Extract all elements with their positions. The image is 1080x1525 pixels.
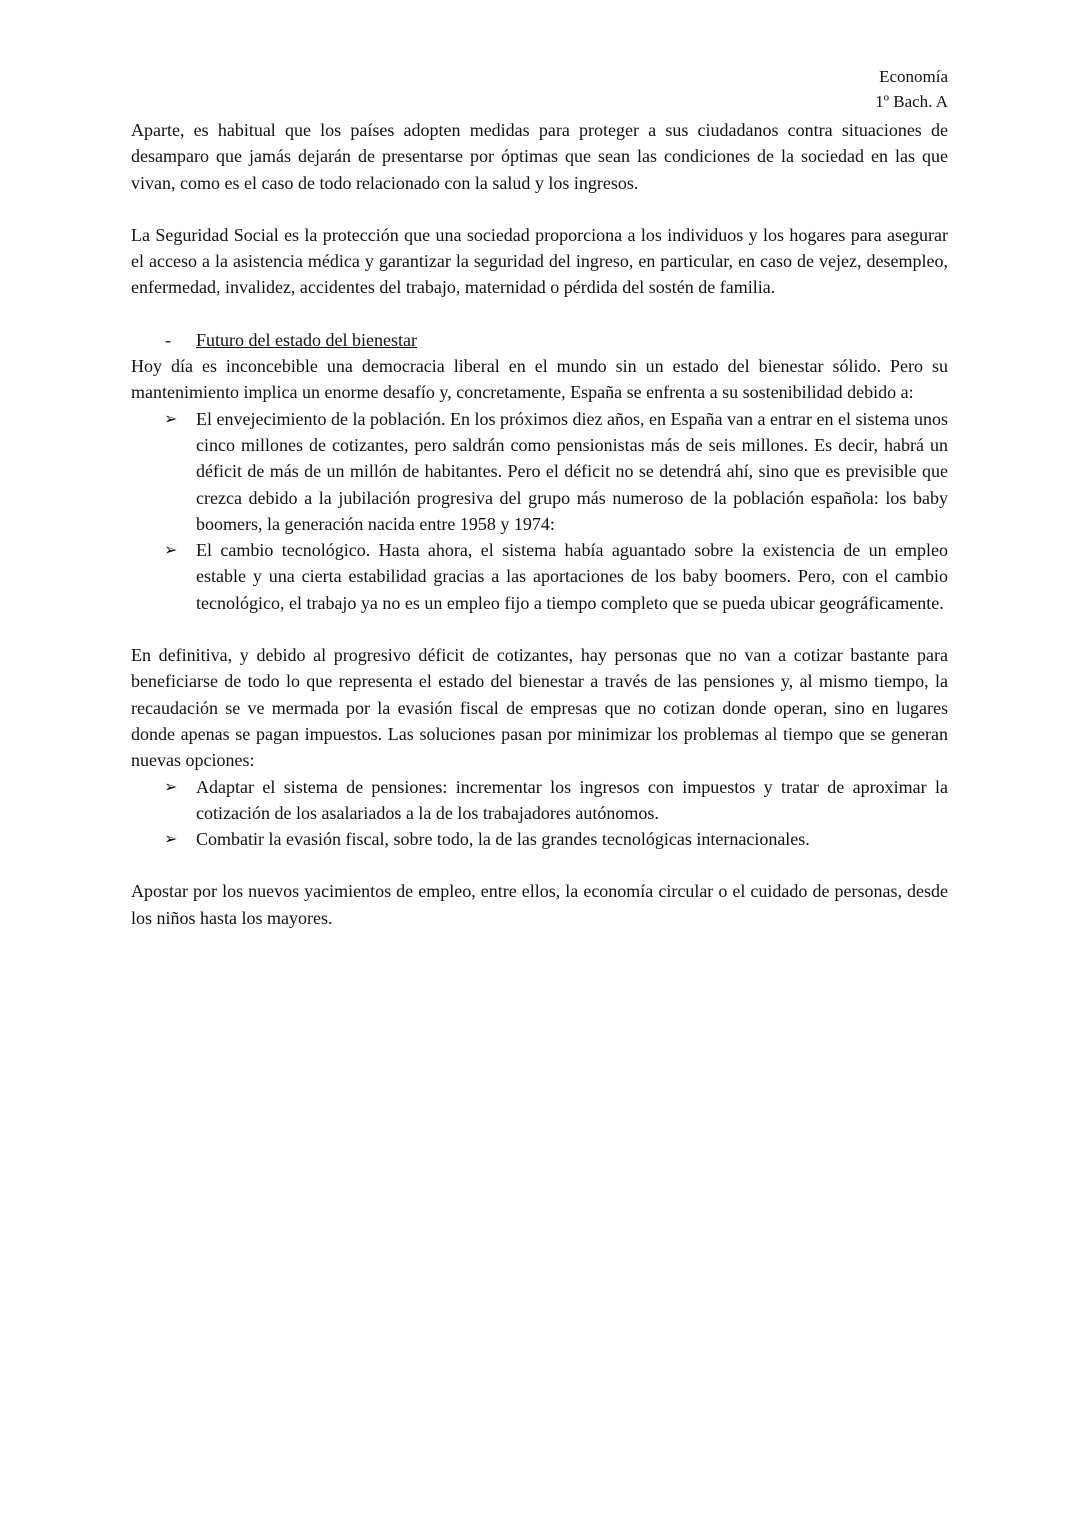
list-item bbox=[131, 406, 948, 537]
arrow-bullet-icon: ➢ bbox=[164, 776, 178, 796]
list-item-text: Combatir la evasión fiscal, sobre todo, la de las grandes tecnológicas internacionales. bbox=[196, 829, 810, 850]
list-item-text: El cambio tecnológico. Hasta ahora, el sistema había aguantado sobre la existencia de un empleo estable y una cierta estabilidad gracias a las aportaciones de los baby boomers. Pero, con el cambio tecnológico, el trabajo ya no es un empleo fijo a tiempo completo que se pueda ubicar geográficamente. bbox=[196, 540, 948, 613]
arrow-bullet-icon: ➢ bbox=[164, 829, 178, 849]
solutions-list bbox=[131, 774, 948, 853]
arrow-bullet-icon: ➢ bbox=[164, 408, 178, 428]
list-item bbox=[131, 826, 948, 852]
list-item bbox=[131, 537, 948, 616]
paragraph-final: Apostar por los nuevos yacimientos de empleo, entre ellos, la economía circular o el cuidado de personas, desde los niños hasta los mayores. bbox=[131, 881, 948, 928]
list-item bbox=[131, 774, 948, 827]
header-course: 1º Bach. A bbox=[875, 92, 948, 111]
paragraph-conclusion: En definitiva, y debido al progresivo déficit de cotizantes, hay personas que no van a cotizar bastante para beneficiarse de todo lo que representa el estado del bienestar a través de las pensiones y, al mismo tiempo, la recaudación se ve mermada por la evasión fiscal de empresas que no cotizan donde operan, sino en lugares donde apenas se pagan impuestos. Las soluciones pasan por minimizar los problemas al tiempo que se generan nuevas opciones: bbox=[131, 645, 948, 771]
section-heading bbox=[131, 327, 948, 353]
list-item-text: El envejecimiento de la población. En los próximos diez años, en España van a entrar en el sistema unos cinco millones de cotizantes, pero saldrán como pensionistas más de seis millones. Es decir, habrá un déficit de más de un millón de habitantes. Pero el déficit no se detendrá ahí, sino que es previsible que crezca debido a la jubilación progresiva del grupo más numeroso de la población española: los baby boomers, la generación nacida entre 1958 y 1974: bbox=[196, 408, 948, 534]
header-subject: Economía bbox=[879, 67, 948, 86]
section-intro: Hoy día es inconcebible una democracia liberal en el mundo sin un estado del bienestar sólido. Pero su mantenimiento implica un enorme desafío y, concretamente, España se enfrenta a su sostenibilidad debido a: bbox=[131, 356, 948, 403]
causes-list bbox=[131, 406, 948, 616]
section-title: Futuro del estado del bienestar bbox=[196, 329, 417, 350]
arrow-bullet-icon: ➢ bbox=[164, 540, 178, 560]
paragraph-protection: Aparte, es habitual que los países adopten medidas para proteger a sus ciudadanos contra situaciones de desamparo que jamás dejarán de presentarse por óptimas que sean las condiciones de la sociedad en las que vivan, como es el caso de todo relacionado con la salud y los ingresos. bbox=[131, 120, 948, 193]
dash-bullet: - bbox=[165, 329, 171, 350]
page-header bbox=[131, 64, 948, 114]
list-item-text: Adaptar el sistema de pensiones: incrementar los ingresos con impuestos y tratar de aproximar la cotización de los asalariados a la de los trabajadores autónomos. bbox=[196, 776, 948, 823]
paragraph-social-security: La Seguridad Social es la protección que una sociedad proporciona a los individuos y los hogares para asegurar el acceso a la asistencia médica y garantizar la seguridad del ingreso, en particular, en caso de vejez, desempleo, enfermedad, invalidez, accidentes del trabajo, maternidad o pérdida del sostén de familia. bbox=[131, 224, 948, 298]
